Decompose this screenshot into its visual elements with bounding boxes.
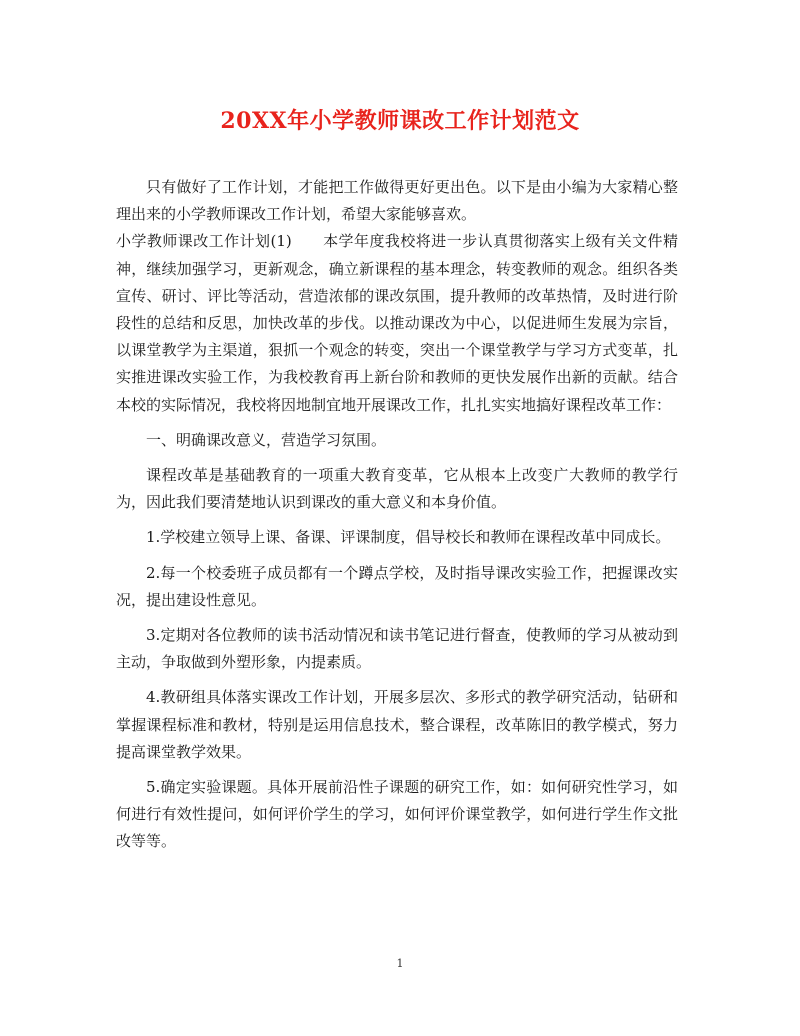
list-item-4: 4.教研组具体落实课改工作计划，开展多层次、多形式的教学研究活动，钻研和掌握课程标准和教材，特别是运用信息技术，整合课程，改革陈旧的教学模式，努力提高课堂教学效果。 — [116, 688, 678, 761]
plan-overview-paragraph: 小学教师课改工作计划(1) 本学年度我校将进一步认真贯彻落实上级有关文件精神，继续加强学习，更新观念，确立新课程的基本理念，转变教师的观念。组织各类宣传、研讨、评比等活动，营造浓郁的课改氛围，提升教师的改革热情，及时进行阶段性的总结和反思，加快改革的步伐。以推动课改为中心，以促进师生发展为宗旨，以课堂教学为主渠道，狠抓一个观念的转变，突出一个课堂教学与学习方式变革，扎实推进课改实验工作，为我校教育再上新台阶和教师的更快发展作出新的贡献。结合本校的实际情况，我校将因地制宜地开展课改工作，扎扎实实地搞好课程改革工作： — [116, 232, 678, 414]
section-heading: 一、明确课改意义，营造学习氛围。 — [146, 430, 387, 449]
document-title: 20XX年小学教师课改工作计划范文 — [220, 108, 580, 134]
list-item-5: 5.确定实验课题。具体开展前沿性子课题的研究工作，如：如何研究性学习，如何进行有效性提问，如何评价学生的学习，如何评价课堂教学，如何进行学生作文批改等等。 — [116, 778, 678, 851]
section-intro-paragraph: 课程改革是基础教育的一项重大教育变革，它从根本上改变广大教师的教学行为，因此我们要清楚地认识到课改的重大意义和本身价值。 — [116, 466, 678, 512]
document-body — [116, 174, 678, 856]
intro-paragraph: 只有做好了工作计划，才能把工作做得更好更出色。以下是由小编为大家精心整理出来的小学教师课改工作计划，希望大家能够喜欢。 — [116, 178, 678, 224]
list-item-1: 1.学校建立领导上课、备课、评课制度，倡导校长和教师在课程改革中同成长。 — [146, 528, 671, 547]
page-number: 1 — [396, 957, 404, 970]
list-item-3: 3.定期对各位教师的读书活动情况和读书笔记进行督查，使教师的学习从被动到主动，争取做到外塑形象，内提素质。 — [116, 626, 678, 672]
list-item-2: 2.每一个校委班子成员都有一个蹲点学校，及时指导课改实验工作，把握课改实况，提出建设性意见。 — [116, 563, 678, 609]
